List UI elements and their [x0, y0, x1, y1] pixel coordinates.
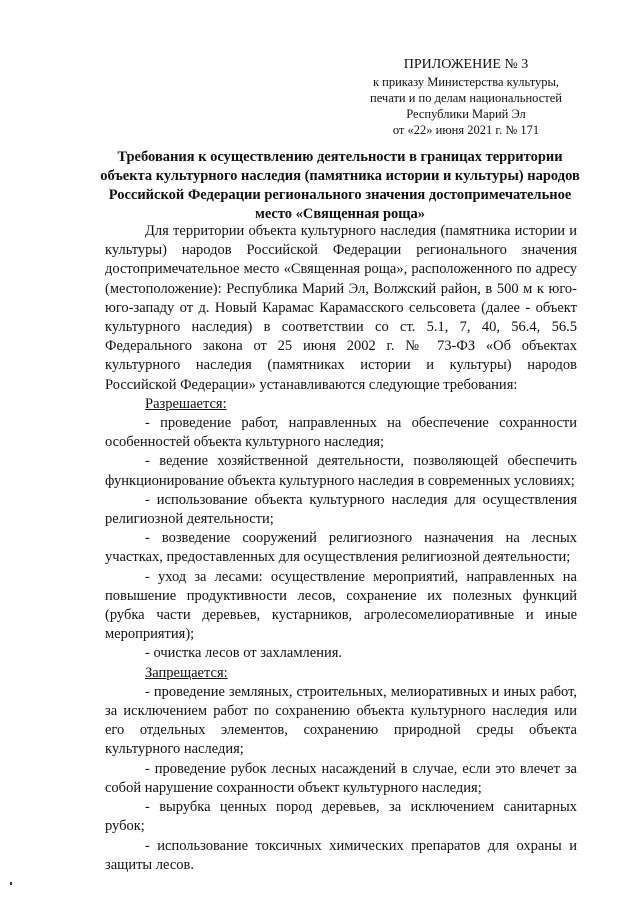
appendix-title: ПРИЛОЖЕНИЕ № 3: [403, 57, 529, 72]
document-body: [105, 222, 577, 875]
allowed-item: - использование объекта культурного наследия для осуществления религиозной деятельности;: [105, 491, 577, 529]
appendix-date-line: от «22» июня 2021 г. № 171: [392, 123, 540, 137]
appendix-line: Республики Марий Эл: [406, 107, 526, 121]
forbidden-item: - проведение рубок лесных насаждений в случае, если это влечет за собой нарушение сохранности объект культурного наследия;: [105, 760, 577, 798]
forbidden-item: - использование токсичных химических препаратов для охраны и защиты лесов.: [105, 837, 577, 875]
allowed-item: - уход за лесами: осуществление мероприятий, направленных на повышение продуктивности лесов, сохранение их полезных функций (рубка части деревьев, кустарников, агролесомелиоративные и иные мероприятия);: [105, 568, 577, 645]
document-heading: Требования к осуществлению деятельности в границах территории объекта культурного наследия (памятника истории и культуры) народов Российской Федерации регионального значения достопримечательное место «Священная роща»: [100, 149, 580, 222]
appendix-line: к приказу Министерства культуры,: [372, 75, 560, 89]
scan-mark: [10, 882, 12, 885]
intro-paragraph: Для территории объекта культурного наследия (памятника истории и культуры) народов Российской Федерации регионального значения достопримечательное место «Священная роща», расположенного по адресу (местоположение): Республика Марий Эл, Волжский район, в 500 м к юго-юго-западу от д. Новый Карамас Карамасского сельсовета (далее - объект культурного наследия) в соответствии со ст. 5.1, 7, 40, 56.4, 56.5 Федерального закона от 25 июня 2002 г. № 73-ФЗ «Об объектах культурного наследия (памятниках истории и культуры) народов Российской Федерации» устанавливаются следующие требования:: [105, 223, 577, 393]
allowed-item: - очистка лесов от захламления.: [105, 644, 577, 663]
allowed-section-label: Разрешается:: [145, 395, 227, 412]
allowed-item: - проведение работ, направленных на обеспечение сохранности особенностей объекта культурного наследия;: [105, 414, 577, 452]
appendix-line: печати и по делам национальностей: [370, 91, 562, 105]
forbidden-item: - вырубка ценных пород деревьев, за исключением санитарных рубок;: [105, 798, 577, 836]
forbidden-list: [105, 683, 577, 875]
allowed-item: - возведение сооружений религиозного назначения на лесных участках, предоставленных для осуществления религиозной деятельности;: [105, 529, 577, 567]
forbidden-item: - проведение земляных, строительных, мелиоративных и иных работ, за исключением работ по сохранению объекта культурного наследия или его отдельных элементов, сохранению природной среды объекта культурного наследия;: [105, 683, 577, 760]
allowed-item: - ведение хозяйственной деятельности, позволяющей обеспечить функционирование объекта культурного наследия в современных условиях;: [105, 452, 577, 490]
allowed-list: [105, 414, 577, 664]
forbidden-section-label: Запрещается:: [145, 664, 228, 681]
appendix-block: [350, 56, 582, 138]
